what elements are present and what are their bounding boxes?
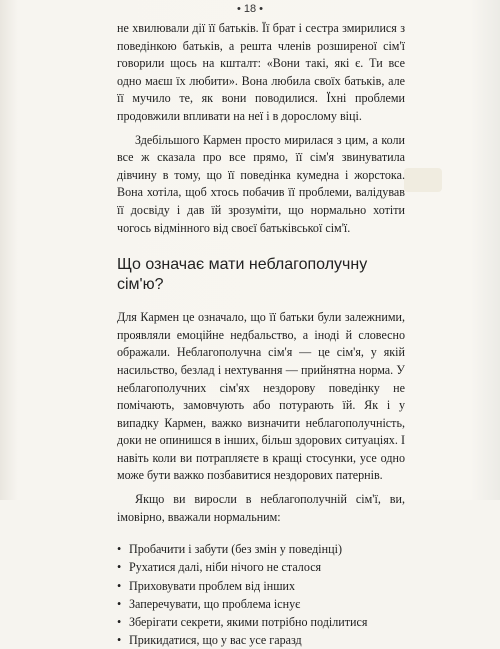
paragraph-3: Для Кармен це означало, що її батьки були залежними, проявляли емоційне недбальство, а іноді й словесно ображали. Неблагополучна сім'я — це сім'я, у якій насильство, безлад і нехтування — прийнятна норма. У неблагополучних сім'ях нездорову поведінку не помічають, замовчують або потурають їй. Як і у випадку Кармен, важко визначити неблагополучність, доки не опинишся в інших, більш здорових ситуаціях. І навіть коли ви потрапляєте в кращі стосунки, усе одно може бути важко позбавитися нездорових патернів. xyxy=(117,310,405,483)
list-item: • Пробачити і забути (без змін у поведінці) xyxy=(117,540,405,558)
list-item: • Прикидатися, що у вас усе гаразд xyxy=(117,631,405,649)
list-item: • Приховувати проблем від інших xyxy=(117,577,405,595)
bullet-list xyxy=(117,540,405,649)
list-item: • Заперечувати, що проблема існує xyxy=(117,595,405,613)
list-item: • Зберігати секрети, якими потрібно поділитися xyxy=(117,613,405,631)
section-heading: Що означає мати неблагополучну сім'ю? xyxy=(117,256,368,294)
paragraph-2: Здебільшого Кармен просто мирилася з цим, а коли все ж сказала про все прямо, її сім'я звинуватила дівчину в тому, що її поведінка кумедна і жорстока. Вона хотіла, щоб хтось побачив її проблеми, валідував її досвіду і дав їй зрозуміти, що нормально хотіти чогось відмінного від своєї батьківської сім'ї. xyxy=(117,132,405,235)
page-body xyxy=(117,20,405,649)
paragraph-1: не хвилювали дії її батьків. Її брат і сестра змирилися з поведінкою батьків, а решта членів розширеної сім'ї говорили щось на кшталт: «Вони такі, які є. Ти все одно маєш їх любити». Вона любила своїх батьків, але її мучило те, як вони поводилися. Їхні проблеми продовжили впливати на неї і в дорослому віці. xyxy=(117,21,405,123)
paragraph-4: Якщо ви виросли в неблагополучній сім'ї, ви, імовірно, вважали нормальним: xyxy=(117,492,405,524)
page-stain xyxy=(404,168,442,192)
page-number: • 18 • xyxy=(236,3,264,15)
list-item: • Рухатися далі, ніби нічого не сталося xyxy=(117,558,405,576)
